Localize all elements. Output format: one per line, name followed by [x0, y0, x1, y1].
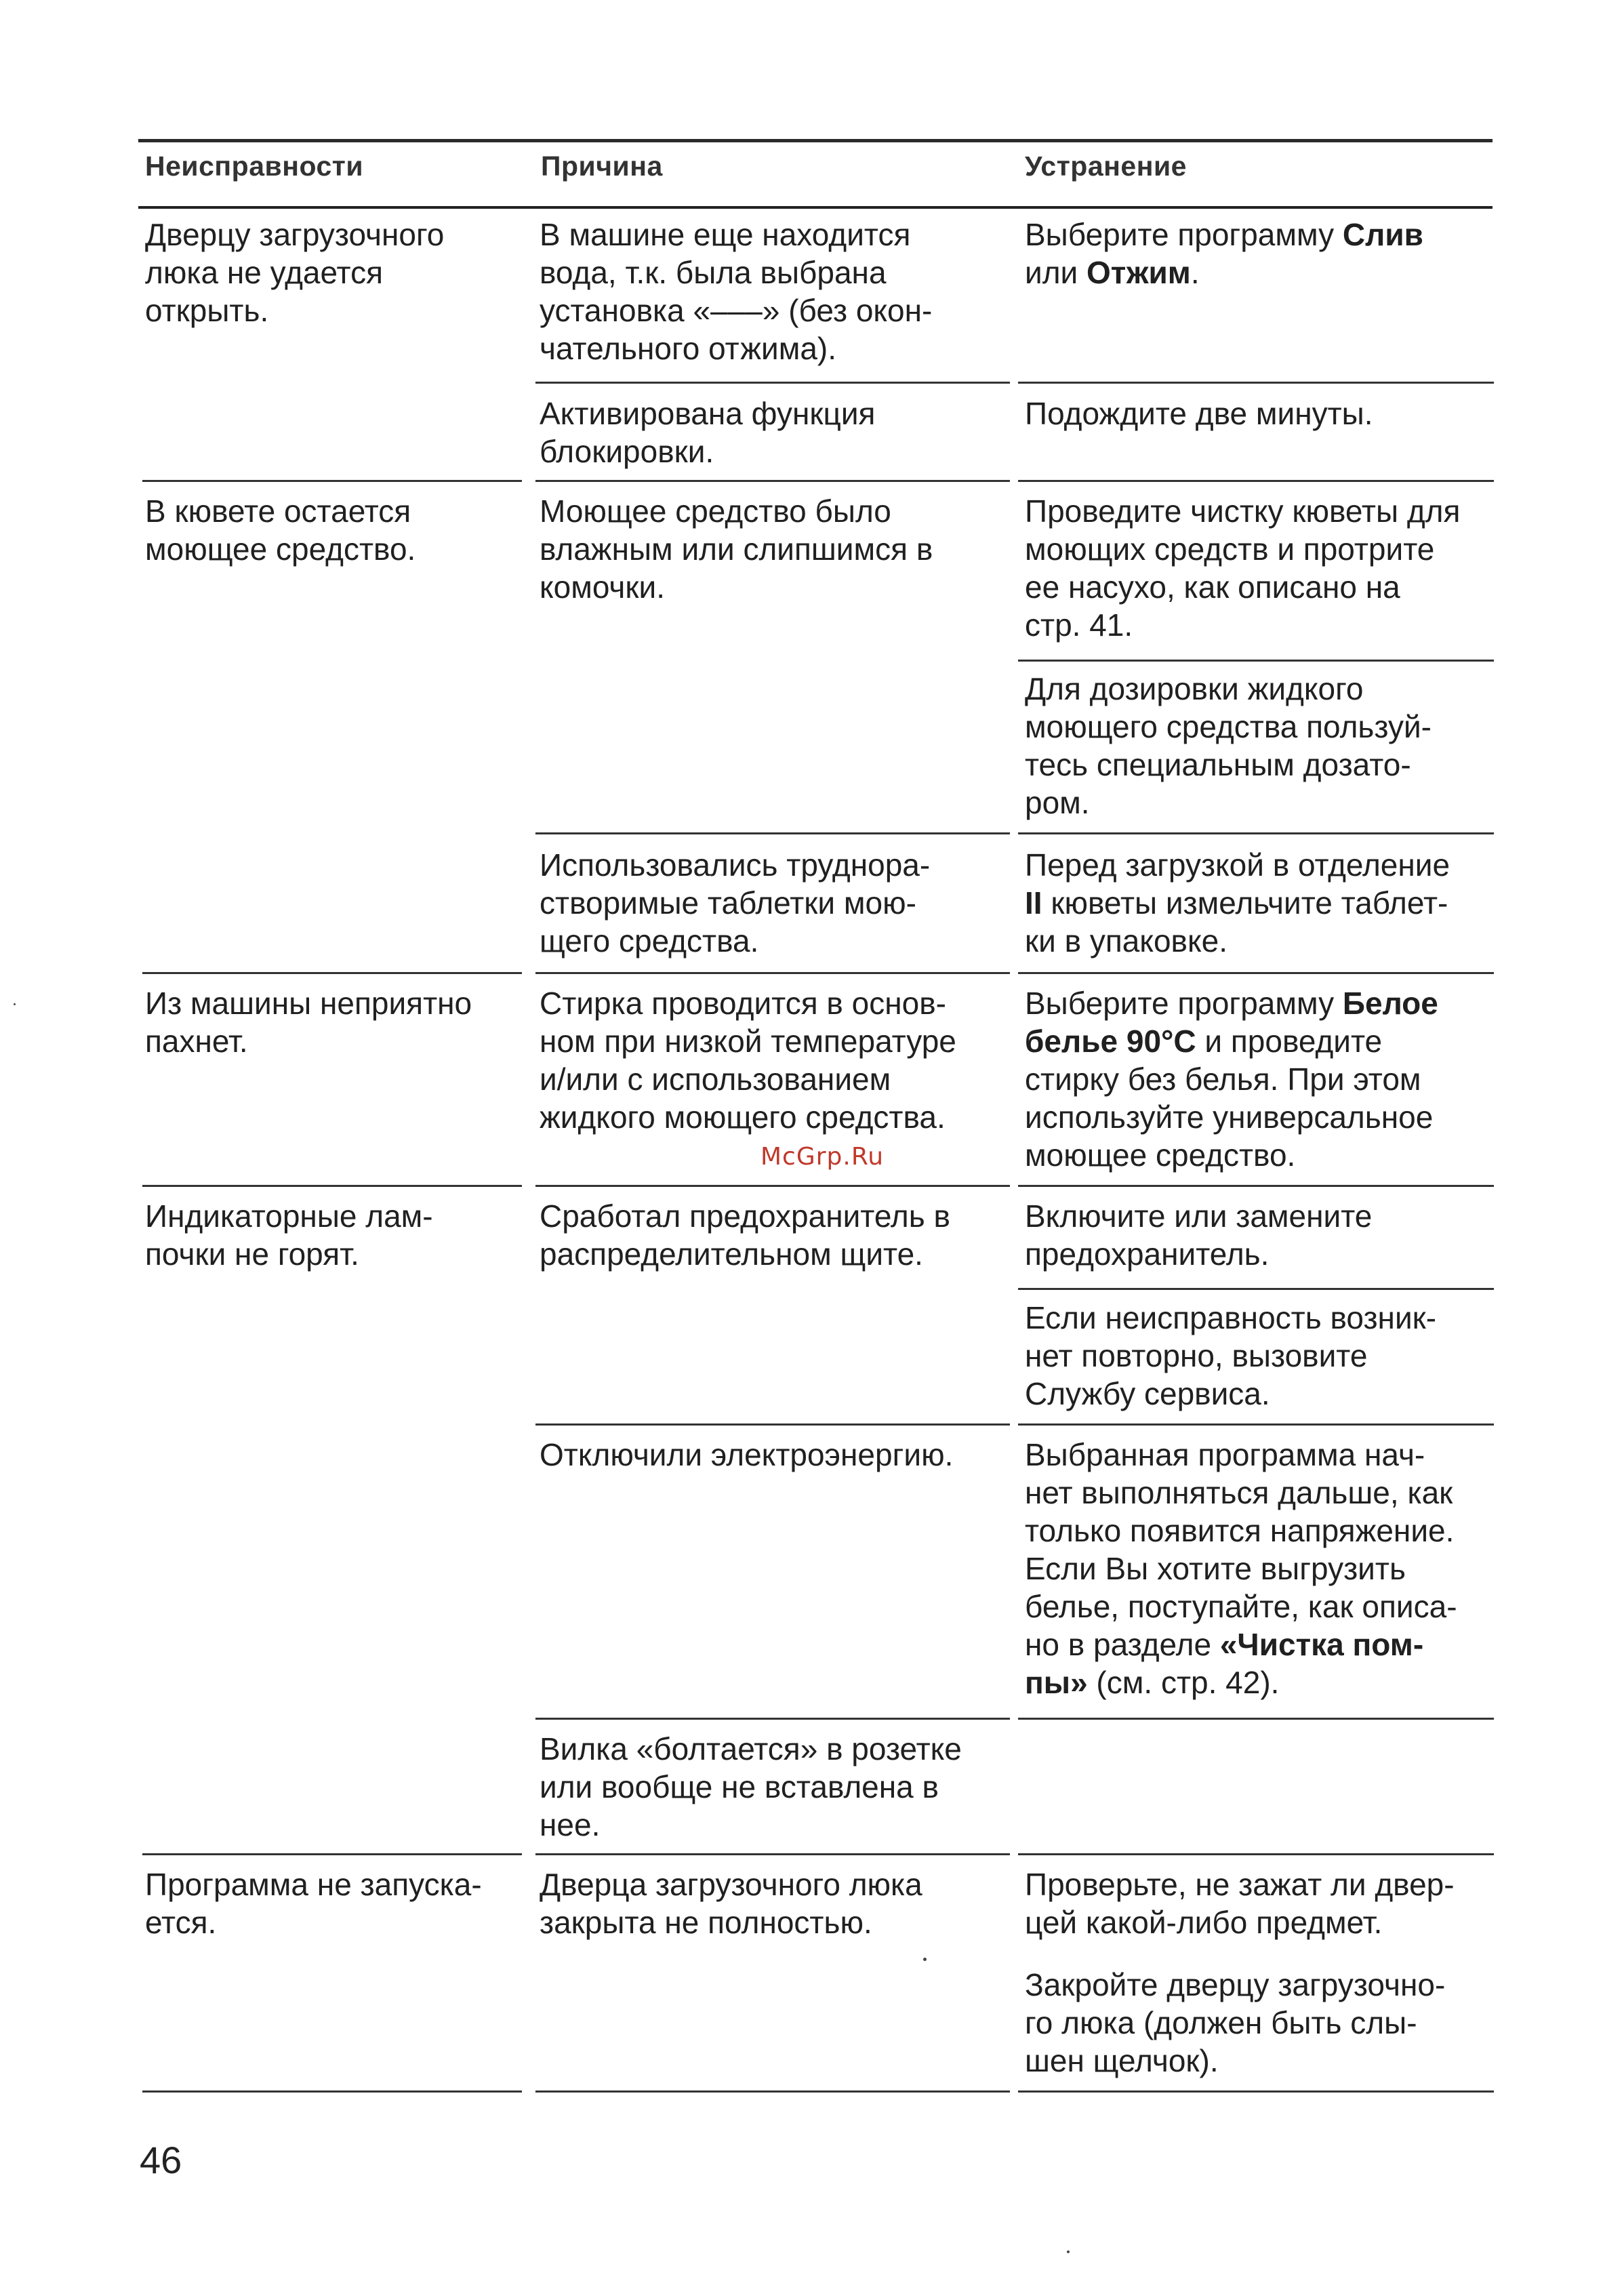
fault-detergent-remains: В кювете остается моющее средство.: [145, 493, 416, 567]
row-divider: [142, 972, 522, 974]
row-divider: [142, 1853, 522, 1855]
cause-hard-tablets: Использовались труднора- створимые таблетки мою- щего средства.: [540, 847, 931, 958]
remedy-close-door: Закройте дверцу загрузочно- го люка (должен быть слы- шен щелчок).: [1025, 1967, 1446, 2078]
row-divider: [1018, 972, 1494, 974]
remedy-select-drain: Выберите программу Слив или Отжим.: [1025, 217, 1423, 290]
divider: [535, 1423, 1010, 1426]
scan-speck: [14, 1003, 16, 1005]
remedy-check-door: Проверьте, не зажат ли двер- цей какой-либо предмет.: [1025, 1867, 1455, 1940]
header-rule: [138, 206, 1493, 209]
divider: [1018, 1718, 1494, 1720]
remedy-program-resumes: Выбранная программа нач- нет выполняться дальше, как только появится напряжение. Если Вы хотите выгрузить белье, поступайте, как описа- но в разделе «Чистка пом- пы» (см. стр. 42).: [1025, 1437, 1457, 1700]
row-divider: [535, 1853, 1010, 1855]
cause-low-temperature: Стирка проводится в основ- ном при низкой температуре и/или с использованием жидкого моющего средства.: [540, 986, 956, 1135]
top-rule: [138, 139, 1493, 142]
cause-loose-plug: Вилка «болтается» в розетке или вообще не вставлена в нее.: [540, 1731, 962, 1842]
remedy-call-service: Если неисправность возник- нет повторно, вызовите Службу сервиса.: [1025, 1300, 1437, 1411]
remedy-wait-two-minutes: Подождите две минуты.: [1025, 396, 1373, 431]
divider: [1018, 1288, 1494, 1290]
bottom-rule: [142, 2090, 522, 2093]
remedy-replace-fuse: Включите или замените предохранитель.: [1025, 1198, 1373, 1272]
cause-fuse-tripped: Сработал предохранитель в распределительном щите.: [540, 1198, 950, 1272]
bottom-rule: [1018, 2090, 1494, 2093]
page-number: 46: [140, 2139, 182, 2181]
remedy-clean-dispenser: Проведите чистку кюветы для моющих средств и протрите ее насухо, как описано на стр. 41.: [1025, 493, 1461, 643]
cause-wet-detergent: Моющее средство было влажным или слипшимся в комочки.: [540, 493, 933, 605]
scan-speck: [923, 1958, 927, 1961]
divider: [535, 1718, 1010, 1720]
fault-lamps-off: Индикаторные лам- почки не горят.: [145, 1198, 433, 1272]
row-divider: [535, 480, 1010, 482]
cause-door-not-closed: Дверца загрузочного люка закрыта не полностью.: [540, 1867, 922, 1940]
watermark: McGrp.Ru: [760, 1143, 885, 1171]
remedy-crush-tablets: Перед загрузкой в отделение II кюветы измельчите таблет- ки в упаковке.: [1025, 847, 1450, 958]
header-cause: Причина: [541, 150, 663, 182]
divider: [535, 832, 1010, 834]
remedy-hot-wash: Выберите программу Белое белье 90°C и проведите стирку без белья. При этом используйте универсальное моющее средство.: [1025, 986, 1438, 1173]
divider: [1018, 660, 1494, 662]
row-divider: [1018, 480, 1494, 482]
fault-door-not-open: Дверцу загрузочного люка не удается открыть.: [145, 217, 445, 328]
divider: [1018, 382, 1494, 384]
cause-lock-active: Активирована функция блокировки.: [540, 396, 876, 469]
remedy-use-doser: Для дозировки жидкого моющего средства пользуй- тесь специальным дозато- ром.: [1025, 671, 1432, 820]
header-faults: Неисправности: [145, 150, 364, 182]
row-divider: [142, 480, 522, 482]
row-divider: [1018, 1185, 1494, 1187]
row-divider: [535, 1185, 1010, 1187]
divider: [1018, 832, 1494, 834]
divider: [1018, 1423, 1494, 1426]
row-divider: [535, 972, 1010, 974]
header-remedy: Устранение: [1025, 150, 1187, 182]
scan-speck: [1067, 2250, 1070, 2253]
fault-bad-smell: Из машины неприятно пахнет.: [145, 986, 472, 1059]
row-divider: [1018, 1853, 1494, 1855]
bottom-rule: [535, 2090, 1010, 2093]
cause-water-in-machine: В машине еще находится вода, т.к. была выбрана установка «–––» (без окон- чательного отжима).: [540, 217, 933, 366]
fault-program-not-start: Программа не запуска- ется.: [145, 1867, 482, 1940]
divider: [535, 382, 1010, 384]
row-divider: [142, 1185, 522, 1187]
cause-power-off: Отключили электроэнергию.: [540, 1437, 954, 1472]
